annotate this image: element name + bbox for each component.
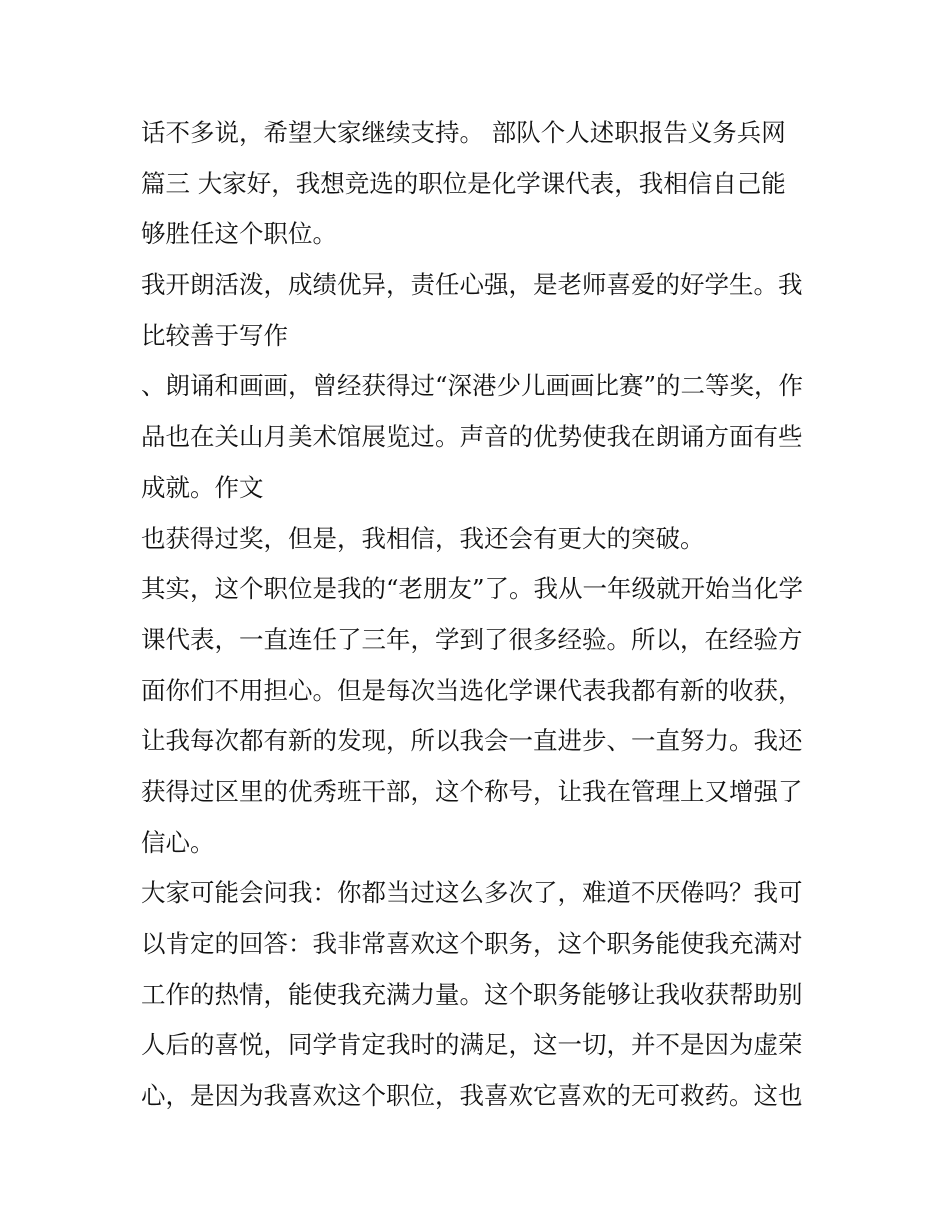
text-line: 品也在关山月美术馆展览过。声音的优势使我在朗诵方面有些 [141, 422, 803, 452]
text-line: 工作的热情，能使我充满力量。这个职务能够让我收获帮助别 [141, 979, 803, 1009]
text-line: 比较善于写作 [141, 320, 288, 350]
text-line: 篇三 大家好，我想竞选的职位是化学课代表，我相信自己能 [141, 168, 786, 198]
text-line: 心，是因为我喜欢这个职位，我喜欢它喜欢的无可救药。这也 [141, 1081, 803, 1111]
text-line: 也获得过奖，但是，我相信，我还会有更大的突破。 [141, 523, 705, 553]
text-line: 信心。 [141, 827, 215, 857]
text-line: 、朗诵和画画，曾经获得过“深港少儿画画比赛”的二等奖，作 [141, 371, 804, 401]
text-line: 人后的喜悦，同学肯定我时的满足，这一切，并不是因为虚荣 [141, 1030, 803, 1060]
text-line: 我开朗活泼，成绩优异，责任心强，是老师喜爱的好学生。我 [141, 270, 803, 300]
body-text [141, 108, 821, 1122]
text-line: 话不多说，希望大家继续支持。 部队个人述职报告义务兵网 [141, 118, 786, 147]
text-line: 够胜任这个职位。 [141, 219, 337, 249]
text-line: 获得过区里的优秀班干部，这个称号，让我在管理上又增强了 [141, 776, 803, 806]
text-line: 其实，这个职位是我的“老朋友”了。我从一年级就开始当化学 [141, 574, 804, 604]
text-line: 课代表，一直连任了三年，学到了很多经验。所以，在经验方 [141, 624, 803, 654]
text-line: 让我每次都有新的发现，所以我会一直进步、一直努力。我还 [141, 726, 803, 756]
text-line: 大家可能会问我：你都当过这么多次了，难道不厌倦吗？我可 [141, 878, 803, 908]
text-line: 面你们不用担心。但是每次当选化学课代表我都有新的收获， [141, 675, 803, 705]
text-line: 以肯定的回答：我非常喜欢这个职务，这个职务能使我充满对 [141, 929, 803, 958]
text-line: 成就。作文 [141, 472, 264, 502]
